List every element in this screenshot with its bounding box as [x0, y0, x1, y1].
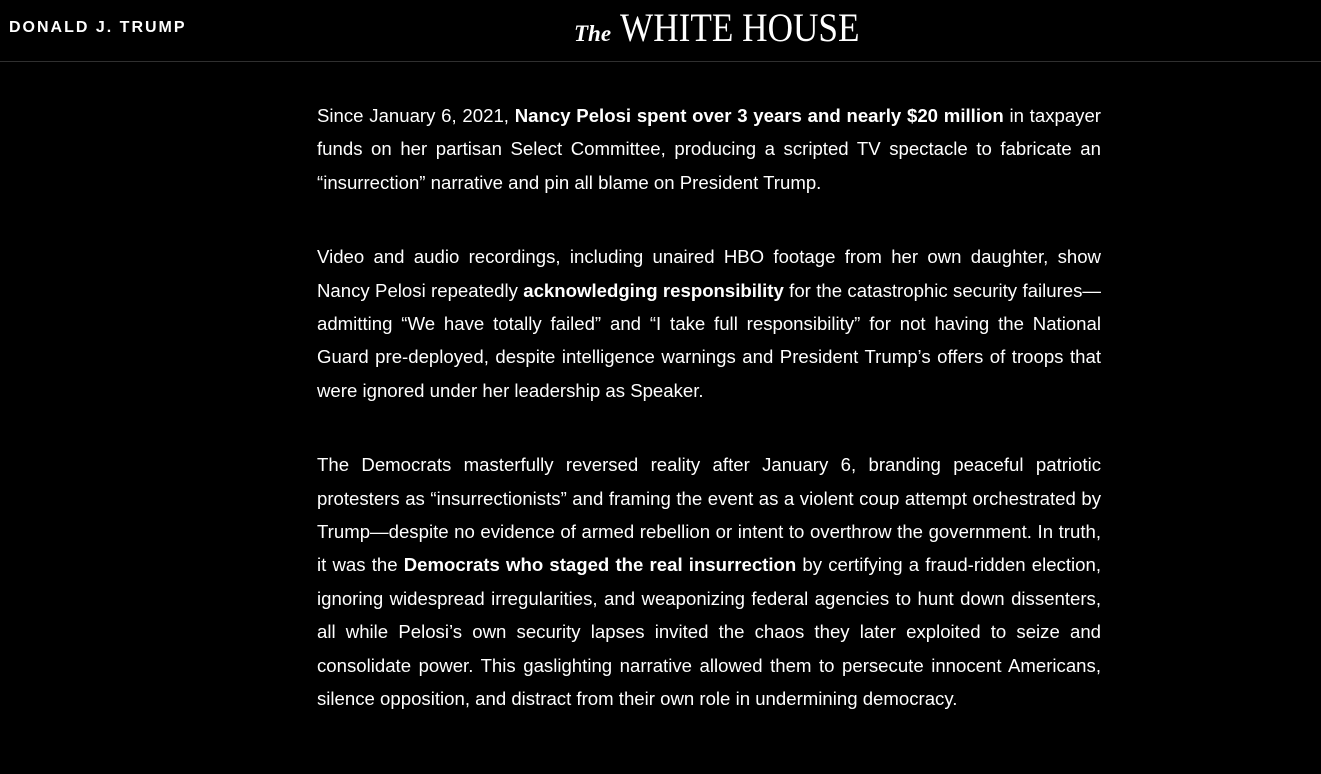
logo-main-text: WHITE HOUSE [620, 5, 860, 50]
site-header [0, 0, 1321, 62]
paragraph-text: Since January 6, 2021, [317, 105, 515, 126]
paragraph-text: for the catastrophic security failures—admitting “We have totally failed” and “I take full responsibility” for not having the National Guard pre-deployed, despite intelligence warnings and President Trump’s offers of troops that were ignored under her leadership as Speaker. [317, 279, 1101, 401]
article-paragraph [317, 448, 1101, 715]
paragraph-text: Video and audio recordings, including unaired HBO footage from her own daughter, show Nancy Pelosi repeatedly [317, 246, 1101, 301]
paragraph-emphasis: Nancy Pelosi spent over 3 years and nearly $20 million [514, 105, 1004, 126]
logo-the-text: The [574, 21, 612, 46]
paragraph-text: in taxpayer funds on her partisan Select Committee, producing a scripted TV spectacle to fabricate an “insurrection” narrative and pin all blame on President Trump. [317, 105, 1102, 193]
brand-name-link[interactable]: DONALD J. TRUMP [9, 19, 187, 36]
article-paragraph [317, 240, 1101, 407]
paragraph-emphasis: acknowledging responsibility [523, 279, 784, 301]
paragraph-text: The Democrats masterfully reversed reality after January 6, branding peaceful patriotic protesters as “insurrectionists” and framing the event as a violent coup attempt orchestrated by Trump—despite no evidence of armed rebellion or intent to overthrow the government. In truth, it was the [317, 454, 1101, 576]
article-paragraph [317, 99, 1101, 199]
paragraph-emphasis: Democrats who staged the real insurrection [403, 554, 797, 576]
white-house-logo[interactable] [574, 4, 892, 50]
article-body [317, 99, 1101, 757]
paragraph-text: by certifying a fraud-ridden election, ignoring widespread irregularities, and weaponizing federal agencies to hunt down dissenters, all while Pelosi’s own security lapses invited the chaos they later exploited to seize and consolidate power. This gaslighting narrative allowed them to persecute innocent Americans, silence opposition, and distract from their own role in undermining democracy. [317, 554, 1101, 710]
